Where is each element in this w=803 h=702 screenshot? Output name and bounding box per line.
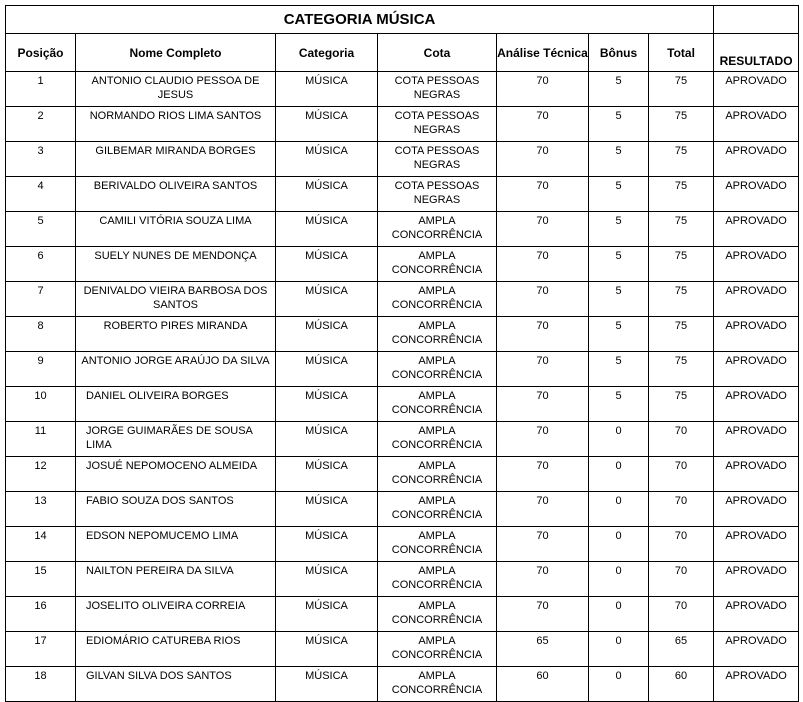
cell-analise-tecnica: 70 [497, 562, 589, 597]
cell-categoria: MÚSICA [276, 317, 378, 352]
cell-bonus: 0 [589, 562, 649, 597]
cell-posicao: 17 [6, 632, 76, 667]
cell-categoria: MÚSICA [276, 387, 378, 422]
cell-resultado: APROVADO [714, 632, 799, 667]
cell-posicao: 13 [6, 492, 76, 527]
header-total: Total [649, 34, 714, 72]
cell-bonus: 5 [589, 282, 649, 317]
cell-bonus: 0 [589, 667, 649, 702]
cell-analise-tecnica: 70 [497, 527, 589, 562]
cell-nome: NAILTON PEREIRA DA SILVA [76, 562, 276, 597]
table-row [6, 282, 799, 317]
cell-categoria: MÚSICA [276, 72, 378, 107]
cell-bonus: 0 [589, 422, 649, 457]
cell-resultado: APROVADO [714, 142, 799, 177]
table-row [6, 632, 799, 667]
cell-total: 75 [649, 282, 714, 317]
cell-cota: COTA PESSOAS NEGRAS [378, 72, 497, 107]
cell-analise-tecnica: 60 [497, 667, 589, 702]
cell-bonus: 0 [589, 457, 649, 492]
cell-total: 70 [649, 457, 714, 492]
cell-analise-tecnica: 70 [497, 212, 589, 247]
cell-analise-tecnica: 70 [497, 142, 589, 177]
cell-cota: AMPLA CONCORRÊNCIA [378, 597, 497, 632]
cell-analise-tecnica: 70 [497, 457, 589, 492]
cell-total: 75 [649, 107, 714, 142]
table-row [6, 352, 799, 387]
cell-resultado: APROVADO [714, 562, 799, 597]
cell-cota: AMPLA CONCORRÊNCIA [378, 492, 497, 527]
title-empty-cell [714, 6, 799, 34]
cell-categoria: MÚSICA [276, 352, 378, 387]
cell-total: 75 [649, 317, 714, 352]
cell-bonus: 5 [589, 72, 649, 107]
cell-resultado: APROVADO [714, 457, 799, 492]
cell-posicao: 4 [6, 177, 76, 212]
cell-categoria: MÚSICA [276, 107, 378, 142]
table-row [6, 387, 799, 422]
table-row [6, 422, 799, 457]
cell-total: 70 [649, 492, 714, 527]
cell-nome: JOSELITO OLIVEIRA CORREIA [76, 597, 276, 632]
cell-bonus: 5 [589, 142, 649, 177]
table-title: CATEGORIA MÚSICA [6, 6, 714, 34]
cell-analise-tecnica: 70 [497, 422, 589, 457]
cell-categoria: MÚSICA [276, 422, 378, 457]
cell-cota: AMPLA CONCORRÊNCIA [378, 457, 497, 492]
cell-resultado: APROVADO [714, 247, 799, 282]
cell-analise-tecnica: 70 [497, 72, 589, 107]
cell-cota: AMPLA CONCORRÊNCIA [378, 352, 497, 387]
cell-nome: DENIVALDO VIEIRA BARBOSA DOS SANTOS [76, 282, 276, 317]
cell-nome: GILBEMAR MIRANDA BORGES [76, 142, 276, 177]
table-row [6, 457, 799, 492]
cell-nome: JORGE GUIMARÃES DE SOUSA LIMA [76, 422, 276, 457]
cell-cota: AMPLA CONCORRÊNCIA [378, 317, 497, 352]
cell-total: 75 [649, 352, 714, 387]
header-posicao: Posição [6, 34, 76, 72]
cell-resultado: APROVADO [714, 387, 799, 422]
cell-total: 75 [649, 72, 714, 107]
cell-bonus: 0 [589, 492, 649, 527]
results-table [5, 5, 799, 702]
table-row [6, 527, 799, 562]
cell-nome: ANTONIO CLAUDIO PESSOA DE JESUS [76, 72, 276, 107]
cell-analise-tecnica: 70 [497, 177, 589, 212]
cell-cota: AMPLA CONCORRÊNCIA [378, 387, 497, 422]
cell-posicao: 11 [6, 422, 76, 457]
cell-bonus: 5 [589, 177, 649, 212]
cell-analise-tecnica: 70 [497, 107, 589, 142]
table-row [6, 562, 799, 597]
table-row [6, 247, 799, 282]
cell-cota: AMPLA CONCORRÊNCIA [378, 282, 497, 317]
cell-cota: AMPLA CONCORRÊNCIA [378, 247, 497, 282]
cell-resultado: APROVADO [714, 282, 799, 317]
cell-resultado: APROVADO [714, 422, 799, 457]
cell-categoria: MÚSICA [276, 667, 378, 702]
cell-analise-tecnica: 70 [497, 387, 589, 422]
cell-resultado: APROVADO [714, 212, 799, 247]
table-row [6, 142, 799, 177]
cell-cota: COTA PESSOAS NEGRAS [378, 107, 497, 142]
header-bonus: Bônus [589, 34, 649, 72]
cell-cota: AMPLA CONCORRÊNCIA [378, 562, 497, 597]
cell-categoria: MÚSICA [276, 457, 378, 492]
cell-bonus: 0 [589, 597, 649, 632]
cell-nome: BERIVALDO OLIVEIRA SANTOS [76, 177, 276, 212]
cell-bonus: 5 [589, 317, 649, 352]
cell-posicao: 8 [6, 317, 76, 352]
cell-bonus: 5 [589, 212, 649, 247]
cell-analise-tecnica: 70 [497, 282, 589, 317]
cell-total: 70 [649, 562, 714, 597]
cell-posicao: 6 [6, 247, 76, 282]
table-row [6, 317, 799, 352]
cell-resultado: APROVADO [714, 492, 799, 527]
cell-cota: COTA PESSOAS NEGRAS [378, 142, 497, 177]
cell-nome: SUELY NUNES DE MENDONÇA [76, 247, 276, 282]
cell-total: 70 [649, 527, 714, 562]
cell-total: 70 [649, 597, 714, 632]
cell-analise-tecnica: 70 [497, 247, 589, 282]
cell-bonus: 0 [589, 632, 649, 667]
cell-categoria: MÚSICA [276, 212, 378, 247]
cell-resultado: APROVADO [714, 667, 799, 702]
cell-nome: GILVAN SILVA DOS SANTOS [76, 667, 276, 702]
table-row [6, 177, 799, 212]
cell-posicao: 15 [6, 562, 76, 597]
cell-resultado: APROVADO [714, 352, 799, 387]
cell-analise-tecnica: 65 [497, 632, 589, 667]
cell-posicao: 10 [6, 387, 76, 422]
cell-categoria: MÚSICA [276, 282, 378, 317]
cell-total: 75 [649, 142, 714, 177]
cell-posicao: 1 [6, 72, 76, 107]
header-analise-tecnica: Análise Técnica [497, 34, 589, 72]
cell-resultado: APROVADO [714, 107, 799, 142]
cell-resultado: APROVADO [714, 72, 799, 107]
cell-categoria: MÚSICA [276, 527, 378, 562]
cell-posicao: 3 [6, 142, 76, 177]
cell-bonus: 5 [589, 107, 649, 142]
cell-categoria: MÚSICA [276, 247, 378, 282]
cell-posicao: 14 [6, 527, 76, 562]
cell-posicao: 12 [6, 457, 76, 492]
cell-nome: ANTONIO JORGE ARAÚJO DA SILVA [76, 352, 276, 387]
cell-total: 65 [649, 632, 714, 667]
cell-posicao: 18 [6, 667, 76, 702]
cell-nome: EDSON NEPOMUCEMO LIMA [76, 527, 276, 562]
cell-resultado: APROVADO [714, 177, 799, 212]
table-row [6, 212, 799, 247]
cell-categoria: MÚSICA [276, 177, 378, 212]
cell-analise-tecnica: 70 [497, 492, 589, 527]
cell-cota: AMPLA CONCORRÊNCIA [378, 632, 497, 667]
cell-resultado: APROVADO [714, 527, 799, 562]
table-row [6, 667, 799, 702]
cell-analise-tecnica: 70 [497, 597, 589, 632]
cell-categoria: MÚSICA [276, 492, 378, 527]
cell-categoria: MÚSICA [276, 142, 378, 177]
cell-nome: FABIO SOUZA DOS SANTOS [76, 492, 276, 527]
cell-categoria: MÚSICA [276, 597, 378, 632]
table-row [6, 72, 799, 107]
cell-cota: AMPLA CONCORRÊNCIA [378, 422, 497, 457]
cell-total: 75 [649, 212, 714, 247]
cell-nome: CAMILI VITÓRIA SOUZA LIMA [76, 212, 276, 247]
cell-nome: JOSUÉ NEPOMOCENO ALMEIDA [76, 457, 276, 492]
cell-posicao: 7 [6, 282, 76, 317]
cell-categoria: MÚSICA [276, 632, 378, 667]
cell-nome: ROBERTO PIRES MIRANDA [76, 317, 276, 352]
cell-nome: NORMANDO RIOS LIMA SANTOS [76, 107, 276, 142]
table-row [6, 107, 799, 142]
cell-total: 75 [649, 247, 714, 282]
header-cota: Cota [378, 34, 497, 72]
cell-total: 60 [649, 667, 714, 702]
cell-analise-tecnica: 70 [497, 352, 589, 387]
header-nome: Nome Completo [76, 34, 276, 72]
cell-bonus: 5 [589, 352, 649, 387]
cell-posicao: 5 [6, 212, 76, 247]
cell-posicao: 9 [6, 352, 76, 387]
cell-analise-tecnica: 70 [497, 317, 589, 352]
cell-total: 75 [649, 387, 714, 422]
cell-nome: EDIOMÁRIO CATUREBA RIOS [76, 632, 276, 667]
cell-categoria: MÚSICA [276, 562, 378, 597]
cell-cota: COTA PESSOAS NEGRAS [378, 177, 497, 212]
cell-bonus: 5 [589, 247, 649, 282]
cell-total: 75 [649, 177, 714, 212]
cell-total: 70 [649, 422, 714, 457]
header-categoria: Categoria [276, 34, 378, 72]
cell-resultado: APROVADO [714, 597, 799, 632]
table-row [6, 492, 799, 527]
cell-cota: AMPLA CONCORRÊNCIA [378, 527, 497, 562]
cell-posicao: 16 [6, 597, 76, 632]
table-body [6, 72, 799, 702]
cell-posicao: 2 [6, 107, 76, 142]
cell-nome: DANIEL OLIVEIRA BORGES [76, 387, 276, 422]
cell-bonus: 5 [589, 387, 649, 422]
header-resultado: RESULTADO [714, 34, 799, 72]
cell-cota: AMPLA CONCORRÊNCIA [378, 667, 497, 702]
cell-resultado: APROVADO [714, 317, 799, 352]
table-row [6, 597, 799, 632]
cell-bonus: 0 [589, 527, 649, 562]
cell-cota: AMPLA CONCORRÊNCIA [378, 212, 497, 247]
